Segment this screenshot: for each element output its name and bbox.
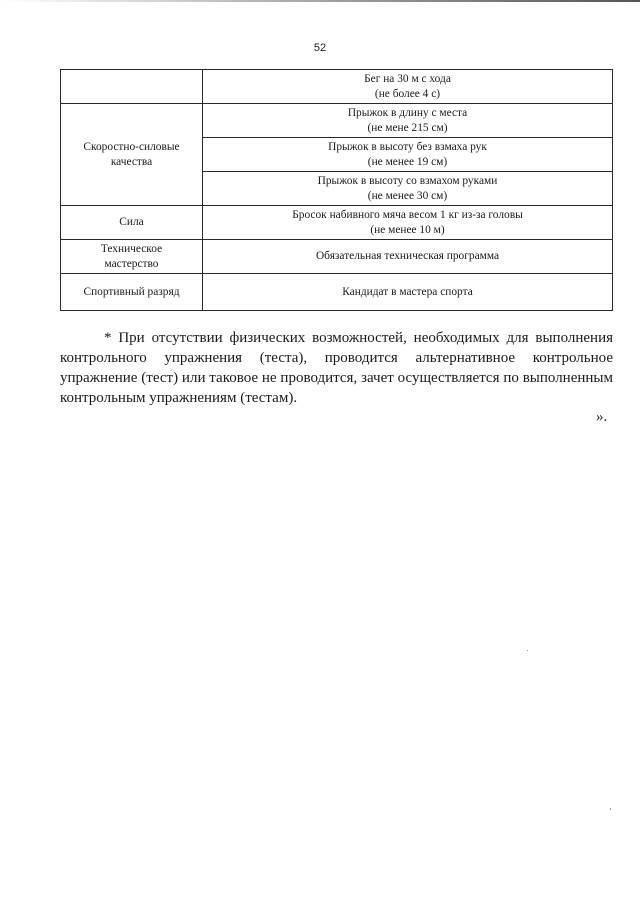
exercise-name: Бросок набивного мяча весом 1 кг из-за головы xyxy=(292,208,523,221)
exercise-norm: (не менее 30 см) xyxy=(367,189,448,202)
exercise-name: Прыжок в высоту со взмахом руками xyxy=(317,174,498,187)
exercise-cell xyxy=(203,70,613,104)
category-cell-sport-rank: Спортивный разряд xyxy=(61,274,203,311)
scan-speck xyxy=(527,650,528,651)
table-row xyxy=(61,104,613,138)
exercise-norm: (не менее 19 см) xyxy=(367,155,448,168)
category-label-line2: качества xyxy=(110,155,153,168)
page-top-edge-line xyxy=(0,0,640,2)
exercise-cell: Кандидат в мастера спорта xyxy=(203,274,613,311)
exercise-norm: (не более 4 с) xyxy=(374,87,441,100)
category-label-line1: Техническое xyxy=(100,242,163,255)
table-row xyxy=(61,240,613,274)
exercise-cell xyxy=(203,206,613,240)
exercise-name: Бег на 30 м с хода xyxy=(364,72,451,85)
exercise-norm: (не менее 10 м) xyxy=(370,223,445,236)
table-row xyxy=(61,274,613,311)
exercise-cell xyxy=(203,104,613,138)
closing-quote-mark: ». xyxy=(596,409,608,425)
category-label-line2: мастерство xyxy=(104,257,159,270)
category-cell-strength: Сила xyxy=(61,206,203,240)
footnote-paragraph: * При отсутствии физических возможностей, необходимых для выполнения контрольного упражнения (теста), проводится альтернативное контрольное упражнение (тест) или таковое не проводится, зачет осуществляется по выполненным контрольным упражнениям (тестам). xyxy=(60,330,613,406)
norms-table xyxy=(60,69,613,311)
page-number: 52 xyxy=(313,42,327,54)
exercise-cell: Обязательная техническая программа xyxy=(203,240,613,274)
table-row xyxy=(61,206,613,240)
category-cell-speed-strength xyxy=(61,104,203,206)
table-row xyxy=(61,70,613,104)
exercise-cell xyxy=(203,138,613,172)
exercise-norm: (не мене 215 см) xyxy=(367,121,448,134)
exercise-cell xyxy=(203,172,613,206)
category-label-line1: Скоростно-силовые xyxy=(83,140,180,153)
exercise-name: Прыжок в высоту без взмаха рук xyxy=(328,140,487,153)
exercise-name: Прыжок в длину с места xyxy=(347,106,468,119)
category-cell-empty xyxy=(61,70,203,104)
scan-speck xyxy=(610,808,611,810)
category-cell-technical xyxy=(61,240,203,274)
